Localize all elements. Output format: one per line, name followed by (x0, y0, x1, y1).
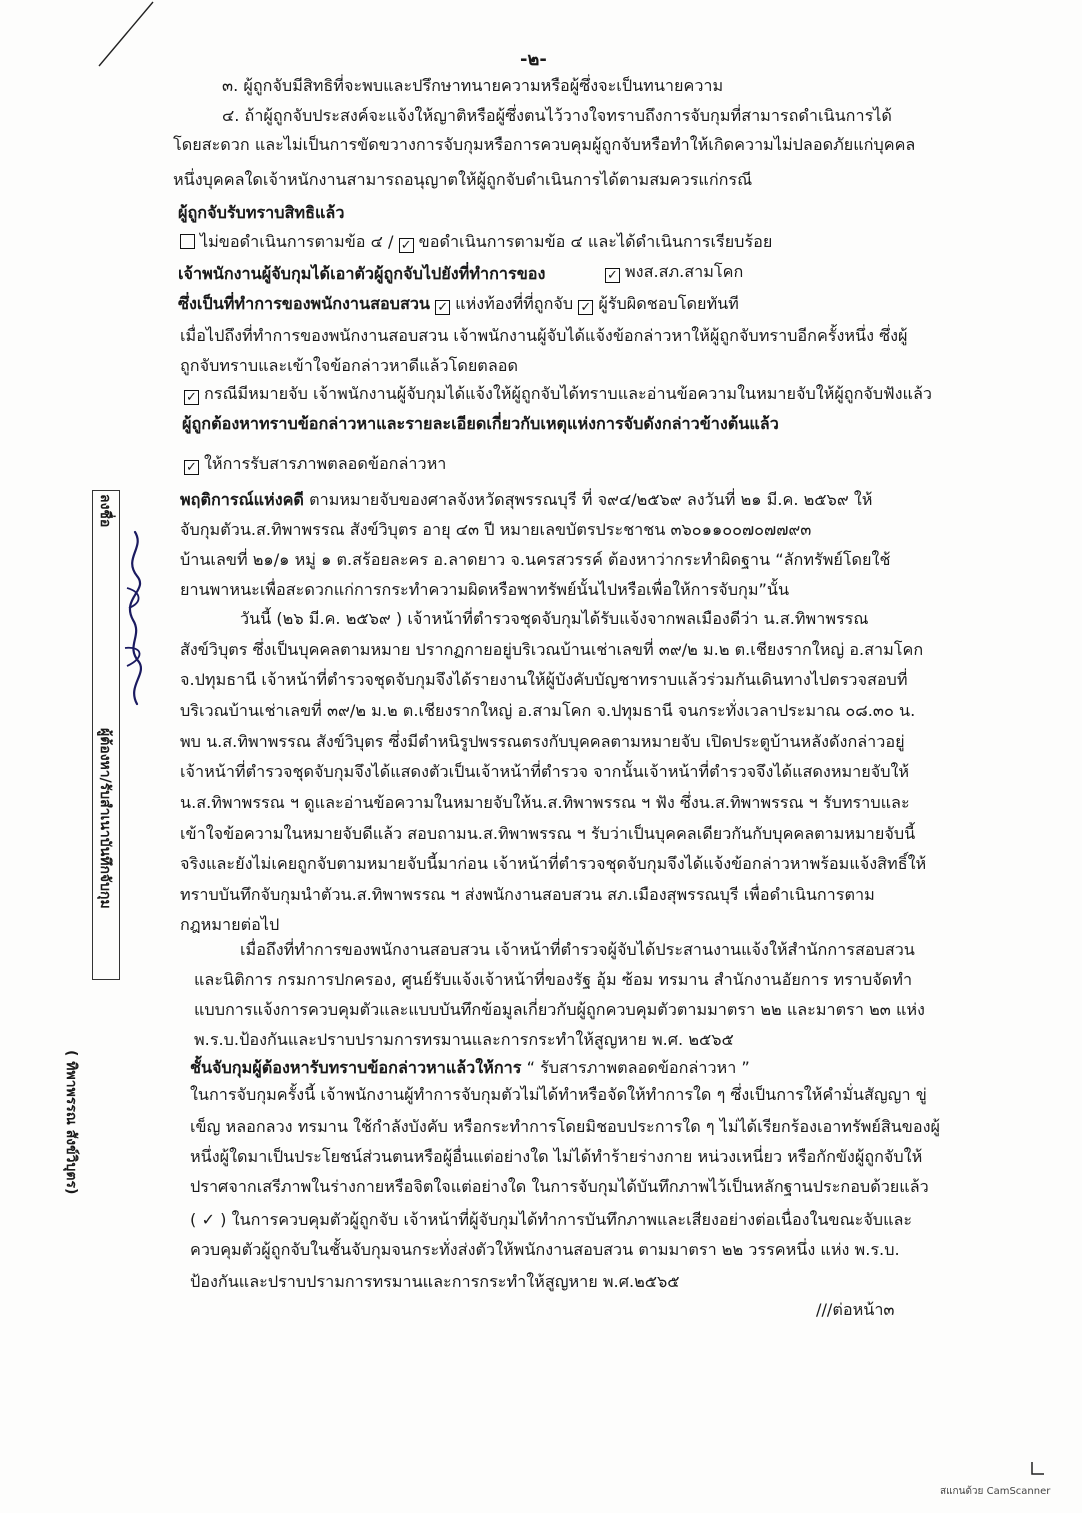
conduct-line: เข็ญ หลอกลวง ทรมาน ใช้กำลังบังคับ หรือกระทำการโดยมิชอบประการใด ๆ ไม่ได้เรียกร้องเอาทรัพย์สินของผู้ (190, 1117, 940, 1136)
station-row (605, 262, 743, 283)
facts-line-3: บ้านเลขที่ ๒๑/๑ หมู่ ๑ ต.สร้อยละคร อ.ลาดยาว จ.นครสวรรค์ ต้องหาว่ากระทำผิดฐาน “ลักทรัพย์โดยใช้ (180, 550, 891, 569)
confession-heading: ชั้นจับกุมผู้ต้องหารับทราบข้อกล่าวหาแล้วให้การ (190, 1058, 522, 1077)
narrative-line: จริงและยังไม่เคยถูกจับตามหมายจับนี้มาก่อน เจ้าหน้าที่ตำรวจชุดจับกุมจึงได้แจ้งข้อกล่าวหาพร้อมแจ้งสิทธิ์ให้ (180, 854, 927, 873)
label-local: แห่งท้องที่ที่ถูกจับ (455, 294, 574, 313)
arrival-line: แบบการแจ้งการควบคุมตัวและแบบบันทึกข้อมูลเกี่ยวกับผู้ถูกควบคุมตัวตามมาตรา ๒๒ และมาตรา ๒๓ แห่ง (194, 1000, 925, 1019)
record-line-3: ป้องกันและปราบปรามการทรมานและการกระทำให้สูญหาย พ.ศ.๒๕๖๕ (190, 1272, 680, 1291)
warrant-line: กรณีมีหมายจับ เจ้าพนักงานผู้จับกุมได้แจ้งให้ผู้ถูกจับได้ทราบและอ่านข้อความในหมายจับให้ผู้ถูกจับฟังแล้ว (204, 384, 932, 403)
handwritten-signature (115, 528, 155, 718)
conduct-line: ปราศจากเสรีภาพในร่างกายหรือจิตใจแต่อย่างใด ในการจับกุมได้บันทึกภาพไว้เป็นหลักฐานประกอบด้วยแล้ว (190, 1177, 929, 1196)
arrival-line: เมื่อถึงที่ทำการของพนักงานสอบสวน เจ้าหน้าที่ตำรวจผู้จับได้ประสานงานแจ้งให้สำนักการสอบสวน (240, 940, 915, 959)
name-label: ( ทิพาพรรณ สังข์วิบุตร) (63, 1050, 79, 1195)
investigator-row (178, 294, 739, 315)
narrative-line: วันนี้ (๒๖ มี.ค. ๒๕๖๙ ) เจ้าหน้าที่ตำรวจชุดจับกุมได้รับแจ้งจากพลเมืองดีว่า น.ส.ทิพาพรรณ (240, 609, 869, 628)
continued-note: ///ต่อหน้า๓ (816, 1300, 895, 1319)
checkbox-proceed[interactable]: ✓ (399, 238, 414, 253)
label-responsible: ผู้รับผิดชอบโดยทันที (598, 294, 739, 313)
checkbox-not-proceed[interactable] (180, 234, 195, 249)
record-check-mark: ( ✓ ) (190, 1210, 227, 1229)
officer-line: เจ้าพนักงานผู้จับกุมได้เอาตัวผู้ถูกจับไปยังที่ทำการของ (178, 264, 546, 283)
receipt-label: ผู้ต้องหา/รับสำเนาบันทึกจับกุม (97, 728, 113, 909)
scanner-watermark: สแกนด้วย CamScanner (940, 1486, 1051, 1497)
arrive-line-1: เมื่อไปถึงที่ทำการของพนักงานสอบสวน เจ้าพนักงานผู้จับได้แจ้งข้อกล่าวหาให้ผู้ถูกจับทราบอีกครั้งหนึ่ง ซึ่งผู้ (180, 326, 908, 345)
record-line-2: ควบคุมตัวผู้ถูกจับในชั้นจับกุมจนกระทั่งส่งตัวให้พนักงานสอบสวน ตามมาตรา ๒๒ วรรคหนึ่ง แห่ง พ.ร.บ. (190, 1240, 900, 1259)
sign-label: ลงชื่อ (97, 494, 113, 528)
narrative-line: พบ น.ส.ทิพาพรรณ สังข์วิบุตร ซึ่งมีตำหนิรูปพรรณตรงกับบุคคลตามหมายจับ เปิดประตูบ้านหลังดังกล่าวอยู่ (180, 732, 905, 751)
narrative-line: บริเวณบ้านเช่าเลขที่ ๓๙/๒ ม.๒ ต.เชียงรากใหญ่ อ.สามโคก จ.ปทุมธานี จนกระทั่งเวลาประมาณ ๐๘.๓๐ น. (180, 701, 916, 720)
arrival-line: และนิติการ กรมการปกครอง, ศูนย์รับแจ้งเจ้าหน้าที่ของรัฐ อุ้ม ซ้อม ทรมาน สำนักงานอัยการ ทราบจัดทำ (194, 970, 913, 989)
rights-item-3: ๓. ผู้ถูกจับมีสิทธิที่จะพบและปรึกษาทนายความหรือผู้ซึ่งจะเป็นทนายความ (222, 76, 724, 95)
checkbox-confess[interactable]: ✓ (184, 460, 199, 475)
narrative-line: กฎหมายต่อไป (180, 915, 280, 934)
station-label: พงส.สภ.สามโคก (625, 262, 744, 281)
confess-row (184, 454, 446, 475)
warrant-row (184, 384, 932, 405)
rights-item-4: ๔. ถ้าผู้ถูกจับประสงค์จะแจ้งให้ญาติหรือผู้ซึ่งตนไว้วางใจทราบถึงการจับกุมที่สามารถดำเนินการได้ (222, 106, 892, 125)
conduct-line: หนึ่งผู้ใดมาเป็นประโยชน์ส่วนตนหรือผู้อื่นแต่อย่างใด ไม่ได้ทำร้ายร่างกาย หน่วงเหนี่ยว หรือกักขังผู้ถูกจับให้ (190, 1147, 923, 1166)
rights-item-4-cont-1: โดยสะดวก และไม่เป็นการขัดขวางการจับกุมหรือการควบคุมผู้ถูกจับหรือทำให้เกิดความไม่ปลอดภัยแก่บุคคล (173, 135, 916, 154)
facts-line-1 (180, 490, 872, 510)
narrative-line: ทราบบันทึกจับกุมนำตัวน.ส.ทิพาพรรณ ฯ ส่งพนักงานสอบสวน สภ.เมืองสุพรรณบุรี เพื่อดำเนินการตาม (180, 885, 875, 904)
narrative-line: เจ้าหน้าที่ตำรวจชุดจับกุมจึงได้แสดงตัวเป็นเจ้าหน้าที่ตำรวจ จากนั้นเจ้าหน้าที่ตำรวจจึงได้แสดงหมายจับให้ (180, 762, 910, 781)
conduct-line: ในการจับกุมครั้งนี้ เจ้าพนักงานผู้ทำการจับกุมตัวไม่ได้ทำหรือจัดให้ทำการใด ๆ ซึ่งเป็นการให้คำมั่นสัญญา ขู่ (190, 1085, 927, 1104)
checkbox-station[interactable]: ✓ (605, 268, 620, 283)
label-proceed: ขอดำเนินการตามข้อ ๔ และได้ดำเนินการเรียบร้อย (418, 232, 773, 251)
corner-mark (1030, 1462, 1044, 1476)
record-text-1: ในการควบคุมตัวผู้ถูกจับ เจ้าหน้าที่ผู้จับกุมได้ทำการบันทึกภาพและเสียงอย่างต่อเนื่องในขณะจับและ (231, 1210, 913, 1229)
narrative-line: เข้าใจข้อความในหมายจับดีแล้ว สอบถามน.ส.ทิพาพรรณ ฯ รับว่าเป็นบุคคลเดียวกันกับบุคคลตามหมายจับนี้ (180, 824, 916, 843)
narrative-line: น.ส.ทิพาพรรณ ฯ ดูและอ่านข้อความในหมายจับให้น.ส.ทิพาพรรณ ฯ ฟัง ซึ่งน.ส.ทิพาพรรณ ฯ รับทราบและ (180, 793, 910, 812)
ack-heading: ผู้ถูกจับรับทราบสิทธิแล้ว (178, 203, 345, 222)
facts-line-4: ยานพาหนะเพื่อสะดวกแก่การกระทำความผิดหรือพาทรัพย์นั้นไปหรือเพื่อให้การจับกุม”นั้น (180, 580, 790, 599)
corner-fold-line (95, 0, 155, 70)
confession-quote: “ รับสารภาพตลอดข้อกล่าวหา ” (526, 1058, 750, 1077)
confess-line: ให้การรับสารภาพตลอดข้อกล่าวหา (204, 454, 447, 473)
page-number: -๒- (520, 49, 547, 70)
narrative-line: จ.ปทุมธานี เจ้าหน้าที่ตำรวจชุดจับกุมจึงได้รายงานให้ผู้บังคับบัญชาทราบแล้วร่วมกันเดินทางไปตรวจสอบที่ (180, 670, 908, 689)
facts-heading: พฤติการณ์แห่งคดี (180, 490, 304, 509)
arrive-line-2: ถูกจับทราบและเข้าใจข้อกล่าวหาดีแล้วโดยตลอด (180, 356, 518, 375)
arrival-line: พ.ร.บ.ป้องกันและปราบปรามการทรมานและการกระทำให้สูญหาย พ.ศ. ๒๕๖๕ (194, 1030, 734, 1049)
charge-line: ผู้ถูกต้องหาทราบข้อกล่าวหาและรายละเอียดเกี่ยวกับเหตุแห่งการจับดังกล่าวข้างต้นแล้ว (182, 414, 779, 433)
checkbox-local[interactable]: ✓ (435, 300, 450, 315)
record-row (190, 1210, 912, 1230)
checkbox-responsible[interactable]: ✓ (578, 300, 593, 315)
option-row (180, 232, 772, 253)
facts-text-1: ตามหมายจับของศาลจังหวัดสุพรรณบุรี ที่ จ๙๔/๒๕๖๙ ลงวันที่ ๒๑ มี.ค. ๒๕๖๙ ให้ (309, 490, 873, 509)
narrative-line: สังข์วิบุตร ซึ่งเป็นบุคคลตามหมาย ปรากฏกายอยู่บริเวณบ้านเช่าเลขที่ ๓๙/๒ ม.๒ ต.เชียงรากใหญ่ อ.สามโคก (180, 640, 924, 659)
label-not-proceed: ไม่ขอดำเนินการตามข้อ ๔ / (200, 232, 394, 251)
rights-item-4-cont-2: หนึ่งบุคคลใดเจ้าหนักงานสามารถอนุญาตให้ผู้ถูกจับดำเนินการได้ตามสมควรแก่กรณี (173, 170, 753, 189)
confession-row (190, 1058, 750, 1078)
facts-line-2: จับกุมตัวน.ส.ทิพาพรรณ สังข์วิบุตร อายุ ๔๓ ปี หมายเลขบัตรประชาชน ๓๖๐๑๑๐๐๗๐๗๗๙๓ (180, 520, 812, 539)
investigator-line: ซึ่งเป็นที่ทำการของพนักงานสอบสวน (178, 294, 430, 313)
checkbox-warrant[interactable]: ✓ (184, 390, 199, 405)
